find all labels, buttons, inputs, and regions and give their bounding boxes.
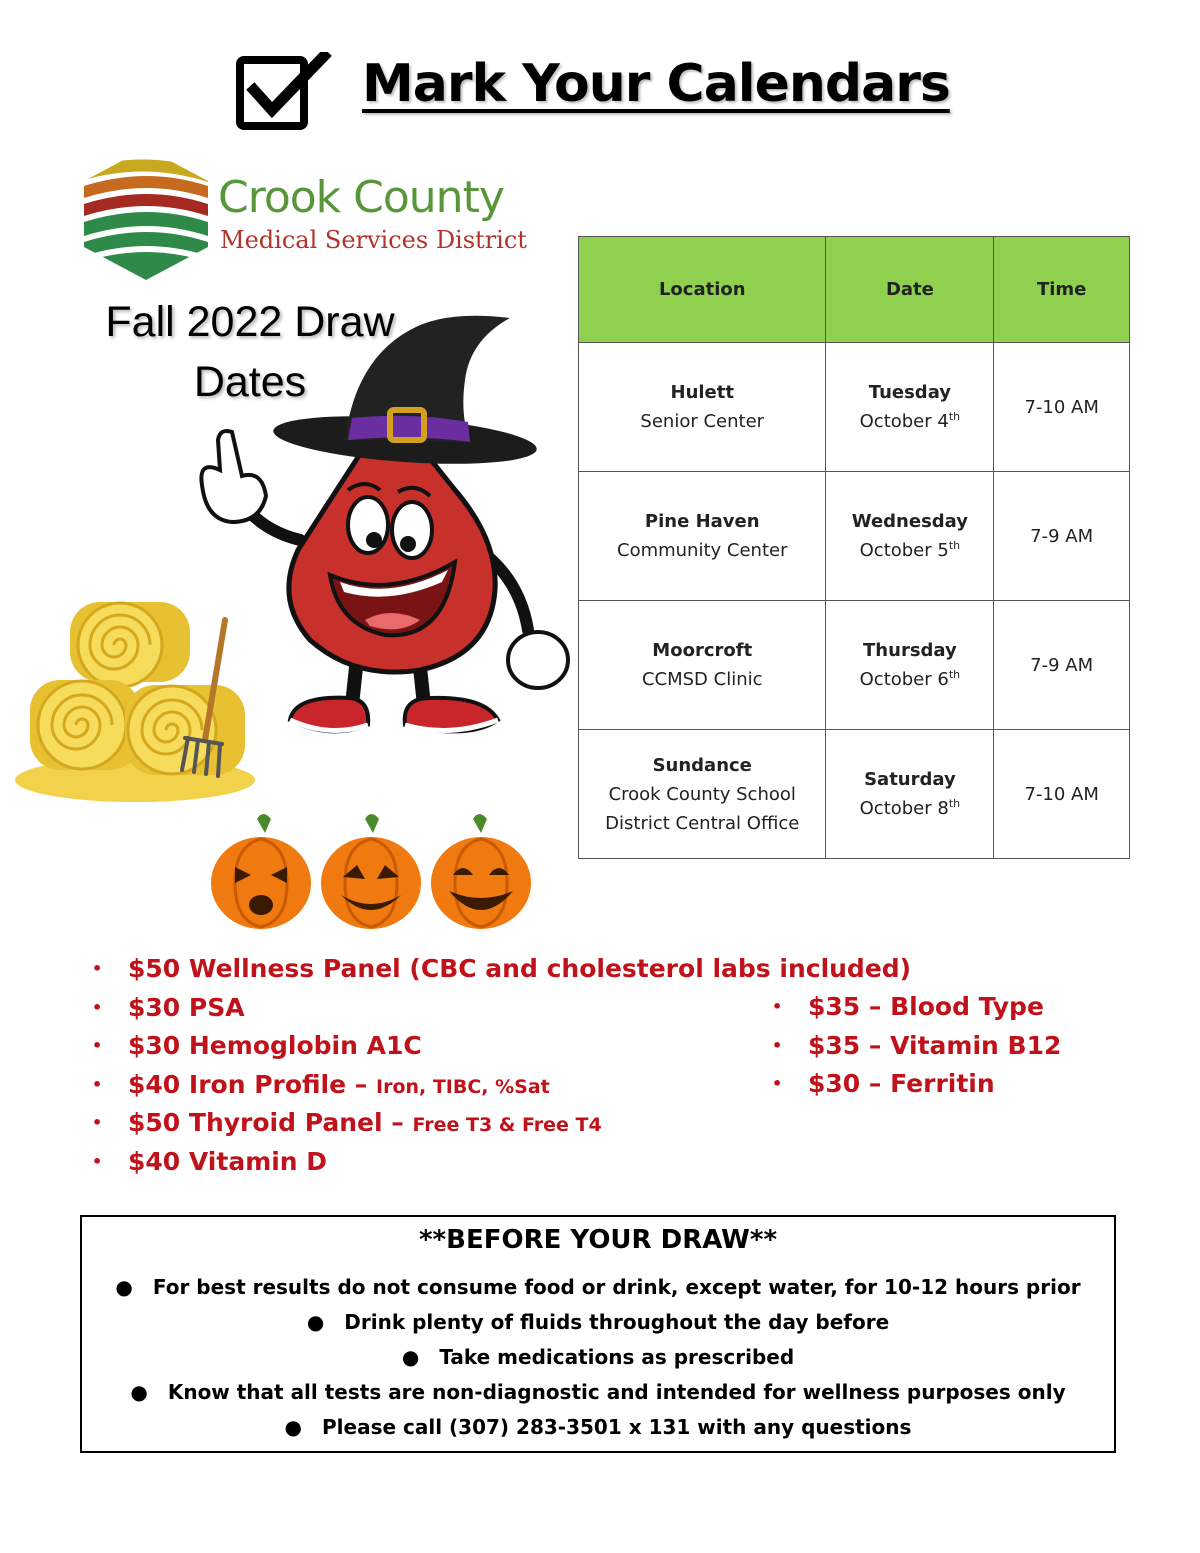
date-suffix: th: [948, 410, 961, 423]
day-name: Saturday: [864, 769, 956, 790]
column-header: Location: [579, 237, 826, 343]
table-row: [579, 472, 1130, 601]
schedule-table: [578, 236, 1130, 859]
price-list-right: [772, 988, 1061, 1104]
table-row: [579, 730, 1130, 859]
table-row: [579, 343, 1130, 472]
location-venue: Crook County School: [608, 783, 796, 805]
price-item: $40 Vitamin D: [128, 1146, 328, 1176]
price-item-detail: Iron, TIBC, %Sat: [376, 1075, 550, 1098]
date-text: October 6: [859, 669, 949, 690]
instruction-text: Drink plenty of fluids throughout the day before: [344, 1310, 890, 1334]
bullet-icon: ●: [284, 1415, 302, 1439]
list-item: [772, 1027, 1061, 1066]
location-venue: CCMSD Clinic: [641, 669, 763, 690]
pumpkin-1: [211, 814, 311, 929]
bullet-icon: •: [772, 1074, 783, 1093]
location-cell: [579, 601, 826, 730]
instructions-title: **BEFORE YOUR DRAW**: [418, 1225, 778, 1255]
date-suffix: th: [948, 668, 961, 681]
price-item: $50 Thyroid Panel –: [128, 1108, 413, 1137]
location-cell: [579, 730, 826, 859]
org-subtitle: Medical Services District: [220, 226, 527, 254]
location-name: Hulett: [670, 382, 734, 403]
time-cell: 7-9 AM: [994, 601, 1130, 730]
list-item: [772, 988, 1061, 1027]
list-item: [92, 950, 911, 989]
bullet-icon: •: [92, 1036, 103, 1055]
page-title: Mark Your Calendars: [362, 54, 950, 114]
instruction-text: Know that all tests are non-diagnostic and intended for wellness purposes only: [167, 1380, 1066, 1404]
event-heading-line1: Fall 2022 Draw: [105, 298, 395, 346]
bullet-icon: •: [92, 1151, 103, 1171]
instructions-list: [82, 1270, 1114, 1445]
price-item: $30 Hemoglobin A1C: [128, 1031, 422, 1060]
date-text: October 8: [859, 798, 949, 819]
price-item-detail: Free T3 & Free T4: [412, 1114, 602, 1136]
bullet-icon: •: [772, 997, 783, 1016]
time-cell: 7-10 AM: [994, 343, 1130, 472]
column-header: Date: [826, 237, 994, 343]
date-cell: [826, 730, 994, 859]
event-heading-line2: Dates: [193, 358, 307, 406]
list-item: [82, 1340, 1114, 1375]
blood-drop-mascot: [180, 300, 580, 750]
location-cell: [579, 472, 826, 601]
date-text: October 4: [859, 411, 949, 432]
column-header: Time: [994, 237, 1130, 343]
bullet-icon: ●: [130, 1380, 148, 1404]
table-row: [579, 601, 1130, 730]
instruction-text: For best results do not consume food or drink, except water, for 10-12 hours prior: [152, 1275, 1081, 1299]
date-suffix: th: [948, 797, 961, 810]
price-item: $40 Iron Profile –: [128, 1069, 376, 1099]
location-cell: [579, 343, 826, 472]
list-item: [82, 1270, 1114, 1305]
logo-mark: [84, 148, 208, 280]
date-suffix: th: [948, 539, 961, 552]
list-item: [82, 1410, 1114, 1445]
bullet-icon: ●: [115, 1275, 133, 1299]
price-item: $35 – Vitamin B12: [808, 1030, 1062, 1060]
location-venue: Community Center: [617, 540, 788, 561]
bullet-icon: •: [92, 959, 103, 978]
date-cell: [826, 472, 994, 601]
date-cell: [826, 601, 994, 730]
location-venue-line2: District Central Office: [605, 812, 800, 834]
instructions-box: [80, 1215, 1116, 1453]
bullet-icon: •: [92, 1113, 103, 1132]
location-name: Moorcroft: [652, 640, 753, 661]
day-name: Thursday: [863, 640, 957, 661]
list-item: [82, 1305, 1114, 1340]
location-venue: Senior Center: [640, 411, 765, 432]
instruction-text: Take medications as prescribed: [439, 1345, 795, 1369]
org-name: Crook County: [218, 172, 504, 223]
bullet-icon: •: [772, 1035, 783, 1055]
bullet-icon: ●: [401, 1345, 420, 1369]
checkbox-icon: [236, 52, 332, 132]
date-cell: [826, 343, 994, 472]
table-header-row: [579, 237, 1130, 343]
list-item: [82, 1375, 1114, 1410]
date-text: October 5: [859, 540, 949, 561]
list-item: [92, 1104, 911, 1143]
bullet-icon: •: [92, 997, 103, 1017]
day-name: Wednesday: [851, 511, 969, 532]
time-cell: 7-10 AM: [994, 730, 1130, 859]
pumpkins: [205, 805, 535, 935]
price-item: $30 PSA: [128, 992, 245, 1022]
bullet-icon: •: [92, 1074, 103, 1094]
pumpkin-2: [321, 814, 421, 929]
location-name: Pine Haven: [644, 511, 760, 532]
time-cell: 7-9 AM: [994, 472, 1130, 601]
price-item: $35 – Blood Type: [808, 992, 1044, 1021]
list-item: [772, 1065, 1061, 1104]
price-item: $50 Wellness Panel (CBC and cholesterol labs included): [128, 954, 912, 983]
day-name: Tuesday: [868, 382, 952, 403]
bullet-icon: ●: [306, 1310, 325, 1334]
location-name: Sundance: [652, 754, 752, 776]
price-item: $30 – Ferritin: [808, 1069, 995, 1098]
list-item: [92, 1143, 911, 1182]
pumpkin-3: [431, 814, 531, 929]
instruction-text: Please call (307) 283-3501 x 131 with any questions: [322, 1415, 912, 1439]
